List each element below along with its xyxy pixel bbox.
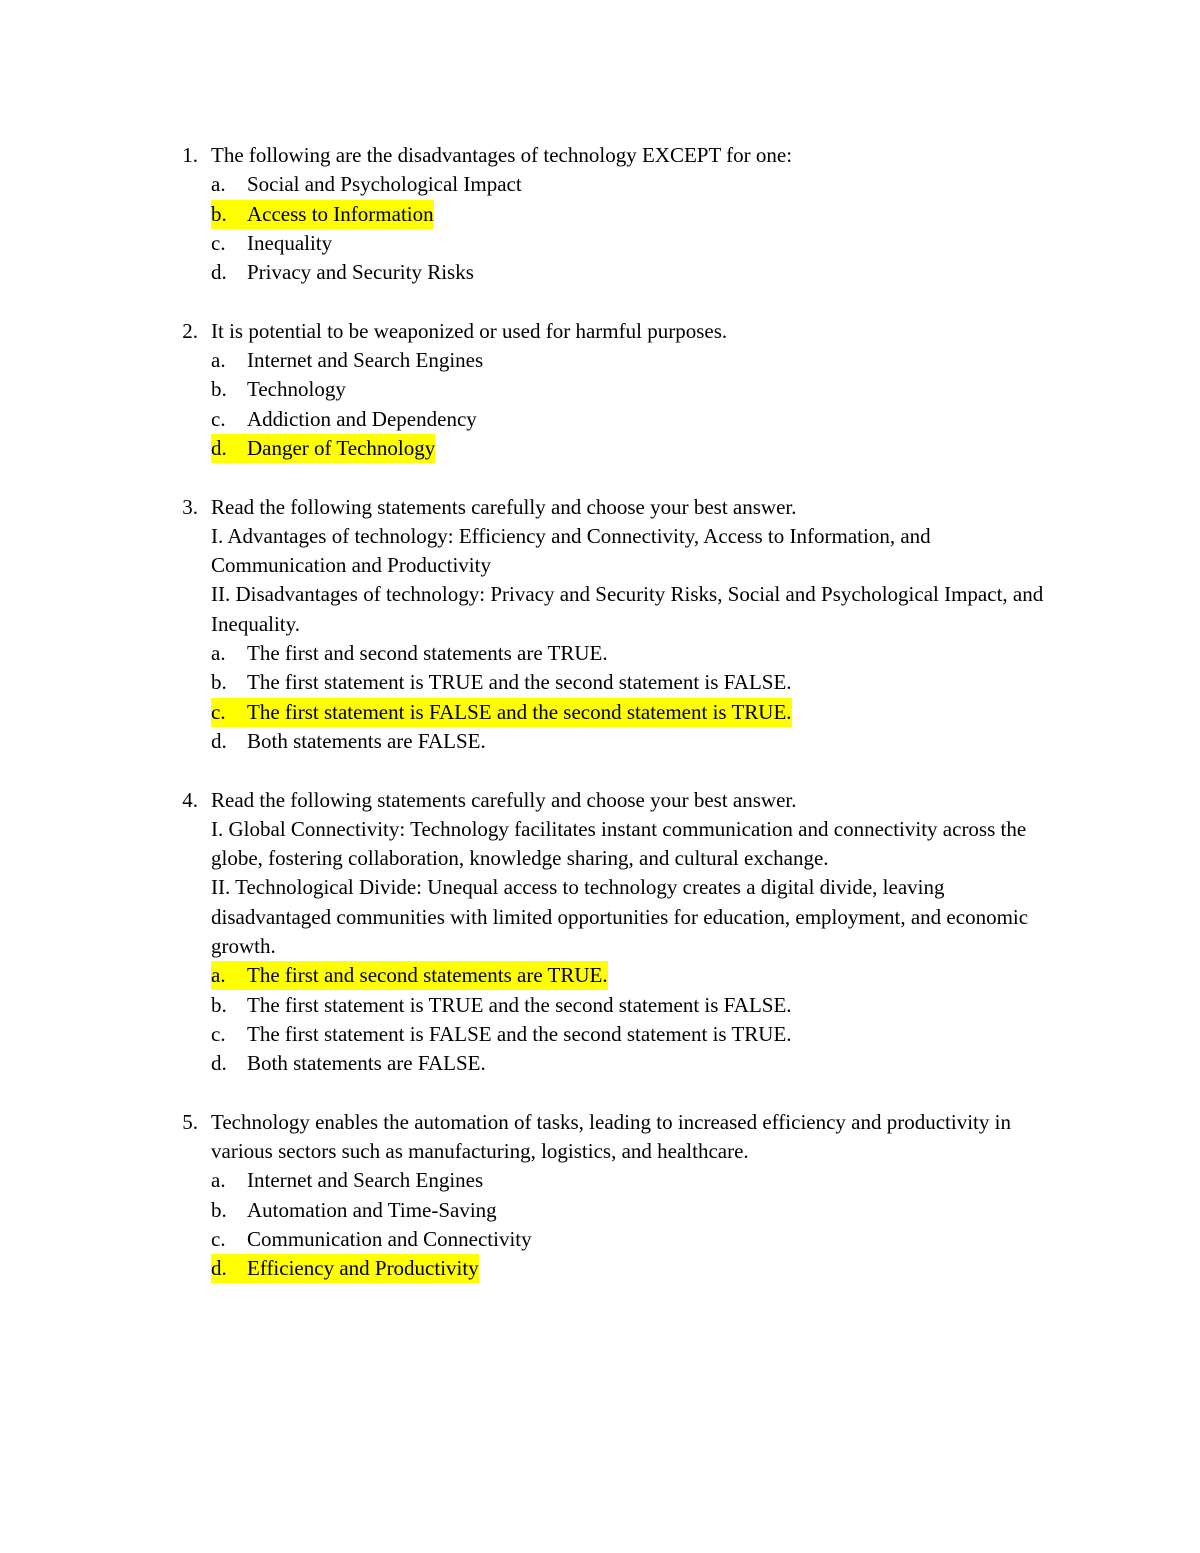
option-letter: a.: [211, 641, 226, 666]
option-letter: a.: [211, 963, 226, 988]
question-number: 1.: [182, 143, 198, 167]
question-statement: II. Disadvantages of technology: Privacy and Security Risks, Social and Psychological Impact, and Inequality.: [211, 582, 1044, 636]
option-text: Communication and Connectivity: [247, 1226, 532, 1251]
option-text: Addiction and Dependency: [247, 406, 477, 431]
answer-option-highlighted: [211, 698, 1052, 727]
answer-option: [211, 668, 1052, 697]
question-text: Read the following statements carefully and choose your best answer.: [211, 494, 797, 519]
answer-option: [211, 1049, 1052, 1078]
question-text: The following are the disadvantages of technology EXCEPT for one:: [211, 143, 793, 167]
option-text: Automation and Time-Saving: [247, 1197, 497, 1222]
option-letter: d.: [211, 1051, 227, 1076]
answer-option: [211, 1020, 1052, 1049]
option-letter: c.: [211, 1226, 226, 1251]
option-letter: c.: [211, 230, 226, 255]
question-list: [172, 141, 1052, 1313]
option-letter: d.: [211, 435, 227, 460]
question-text: Read the following statements carefully and choose your best answer.: [211, 787, 797, 812]
option-text: Social and Psychological Impact: [247, 172, 522, 197]
option-letter: b.: [211, 1197, 227, 1222]
option-letter: d.: [211, 260, 227, 285]
option-text: Technology: [247, 377, 346, 402]
question-statement: I. Advantages of technology: Efficiency and Connectivity, Access to Information, and Communication and Productivity: [211, 523, 931, 578]
question-text: Technology enables the automation of tasks, leading to increased efficiency and productivity in various sectors such as manufacturing, logistics, and healthcare.: [211, 1109, 1011, 1164]
question-number: 5.: [182, 1109, 198, 1134]
option-text: Inequality: [247, 230, 333, 255]
option-text: The first statement is TRUE and the second statement is FALSE.: [247, 992, 792, 1017]
answer-option-highlighted: [211, 1254, 1052, 1283]
option-letter: a.: [211, 348, 226, 373]
option-text: The first and second statements are TRUE.: [247, 641, 608, 666]
option-letter: d.: [211, 1256, 227, 1281]
answer-option-highlighted: [211, 961, 1052, 990]
option-text: Privacy and Security Risks: [247, 260, 474, 285]
option-text: Access to Information: [247, 201, 434, 226]
option-letter: a.: [211, 1168, 226, 1193]
answer-option: [211, 639, 1052, 668]
option-letter: b.: [211, 992, 227, 1017]
answer-highlight: [211, 1254, 479, 1283]
answer-option: [211, 405, 1052, 434]
answer-option-highlighted: [211, 200, 1052, 229]
answer-option: [211, 1196, 1052, 1225]
option-text: The first statement is FALSE and the second statement is TRUE.: [247, 699, 792, 724]
option-text: Danger of Technology: [247, 435, 436, 460]
option-letter: b.: [211, 201, 227, 226]
answer-option: [211, 1225, 1052, 1254]
question-statement: I. Global Connectivity: Technology facilitates instant communication and connectivity across the globe, fostering collaboration, knowledge sharing, and cultural exchange.: [211, 816, 1027, 871]
option-text: Both statements are FALSE.: [247, 1051, 486, 1076]
question-4: [172, 786, 1052, 1079]
option-text: The first statement is TRUE and the second statement is FALSE.: [247, 670, 792, 695]
question-number: 4.: [182, 787, 198, 812]
answer-highlight: [211, 961, 608, 990]
option-text: The first statement is FALSE and the second statement is TRUE.: [247, 1021, 792, 1046]
answer-option: [211, 258, 1052, 287]
option-text: Both statements are FALSE.: [247, 728, 486, 753]
answer-option: [211, 346, 1052, 375]
answer-option: [211, 991, 1052, 1020]
answer-highlight: [211, 434, 435, 463]
question-statement: II. Technological Divide: Unequal access to technology creates a digital divide, leaving disadvantaged communities with limited opportunities for education, employment, and economic growth.: [211, 875, 1029, 959]
question-1: [172, 141, 1052, 287]
answer-highlight: [211, 698, 792, 727]
option-text: Internet and Search Engines: [247, 1168, 484, 1193]
question-number: 3.: [182, 494, 198, 519]
option-letter: c.: [211, 1021, 226, 1046]
option-text: Efficiency and Productivity: [247, 1256, 479, 1281]
answer-option: [211, 229, 1052, 258]
option-letter: b.: [211, 377, 227, 402]
question-number: 2.: [182, 318, 198, 343]
answer-option: [211, 1166, 1052, 1195]
answer-highlight: [211, 200, 434, 229]
option-letter: b.: [211, 670, 227, 695]
answer-option-highlighted: [211, 434, 1052, 463]
option-text: Internet and Search Engines: [247, 348, 484, 373]
option-letter: c.: [211, 699, 226, 724]
question-text: It is potential to be weaponized or used for harmful purposes.: [211, 318, 728, 343]
question-2: [172, 317, 1052, 463]
answer-option: [211, 375, 1052, 404]
answer-option: [211, 727, 1052, 756]
option-letter: a.: [211, 172, 226, 197]
question-3: [172, 493, 1052, 757]
option-letter: d.: [211, 728, 227, 753]
answer-option: [211, 170, 1052, 199]
question-5: [172, 1108, 1052, 1284]
option-text: The first and second statements are TRUE.: [247, 963, 608, 988]
option-letter: c.: [211, 406, 226, 431]
